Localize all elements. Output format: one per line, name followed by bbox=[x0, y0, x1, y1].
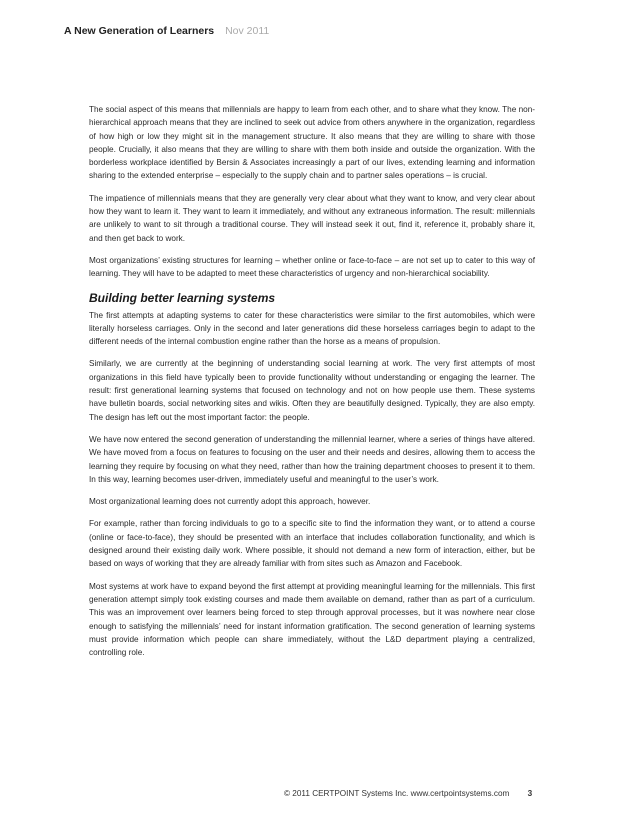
paragraph: Most organizational learning does not currently adopt this approach, however. bbox=[89, 497, 371, 507]
document-date: Nov 2011 bbox=[225, 25, 270, 37]
paragraph: The impatience of millennials means that they are generally very clear about what they want to know, and very clear about how they want to learn it. They want to learn it immediately, and without any extraneous information. The result: millennials are unlikely to want to sit through a traditional course. They will instead seek it out, find it, reference it, probably share it, and then get back to work. bbox=[89, 193, 535, 243]
document-title: A New Generation of Learners bbox=[64, 25, 215, 37]
paragraph: Most organizations’ existing structures for learning – whether online or face-to-face – are not set up to cater to this way of learning. They will have to be adapted to meet these characteristics of urgency and non-hierarchical sociability. bbox=[89, 255, 535, 279]
paragraph: We have now entered the second generation of understanding the millennial learner, where a series of things have altered. We have moved from a focus on features to focusing on the user and their needs and desires, allowing them to access the learning they require by focusing on what they need, rather than how the training department chooses to present it to them. In this way, learning becomes user-driven, immediately useful and meaningful to the user’s work. bbox=[89, 434, 535, 484]
section-heading: Building better learning systems bbox=[89, 290, 276, 305]
page-number: 3 bbox=[527, 789, 533, 798]
paragraph: For example, rather than forcing individuals to go to a specific site to find the information they want, or to attend a course (online or face-to-face), they should be presented with an interface that includes collaboration functionality, and which is designed around their existing daily work. Where possible, it should not demand a new form of interaction, either, but be based on ways of working that they are already familiar with from sites such as Amazon and Facebook. bbox=[89, 519, 535, 569]
article-body bbox=[89, 103, 535, 668]
copyright-text: © 2011 CERTPOINT Systems Inc. www.certpointsystems.com bbox=[284, 789, 510, 798]
paragraph: The social aspect of this means that millennials are happy to learn from each other, and to share what they know. The non-hierarchical approach means that they are inclined to seek out advice from others anywhere in the organization, regardless of how high or low they might sit in the management structure. It also means that they are willing to share with those people. Crucially, it also means that they are willing to share with them both inside and outside the organization. With the borderless workplace identified by Bersin & Associates increasingly a part of our lives, extending learning and information sharing to the extended enterprise – especially to the supply chain and to partner sales operations – is crucial. bbox=[89, 105, 535, 181]
paragraph: Similarly, we are currently at the beginning of understanding social learning at work. The very first attempts of most organizations in this field have typically been to provide functionality without understanding or engaging the learner. The result: first generational learning systems that focused on technology and not on how people use them. These systems have bulletin boards, social networking sites and wikis. Often they are beautifully designed. Typically, they are also empty. The design has left out the most important factor: the people. bbox=[89, 359, 535, 422]
page-footer bbox=[284, 789, 532, 798]
page-header bbox=[64, 25, 269, 37]
paragraph: The first attempts at adapting systems to cater for these characteristics were similar to the first automobiles, which were literally horseless carriages. Only in the second and later generations did these horseless carriages begin to adapt to the different needs of the internal combustion engine rather than the horse as a means of propulsion. bbox=[89, 310, 535, 347]
paragraph: Most systems at work have to expand beyond the first attempt at providing meaningful learning for the millennials. This first generation attempt simply took existing courses and made them available on demand, rather than as part of a curriculum. This was an improvement over learners being forced to step through approval processes, but it was nowhere near close enough to satisfying the millennials’ need for instant information gratification. The second generation of learning systems must provide information which people can share immediately, without the L&D department playing a centralized, controlling role. bbox=[89, 581, 535, 658]
